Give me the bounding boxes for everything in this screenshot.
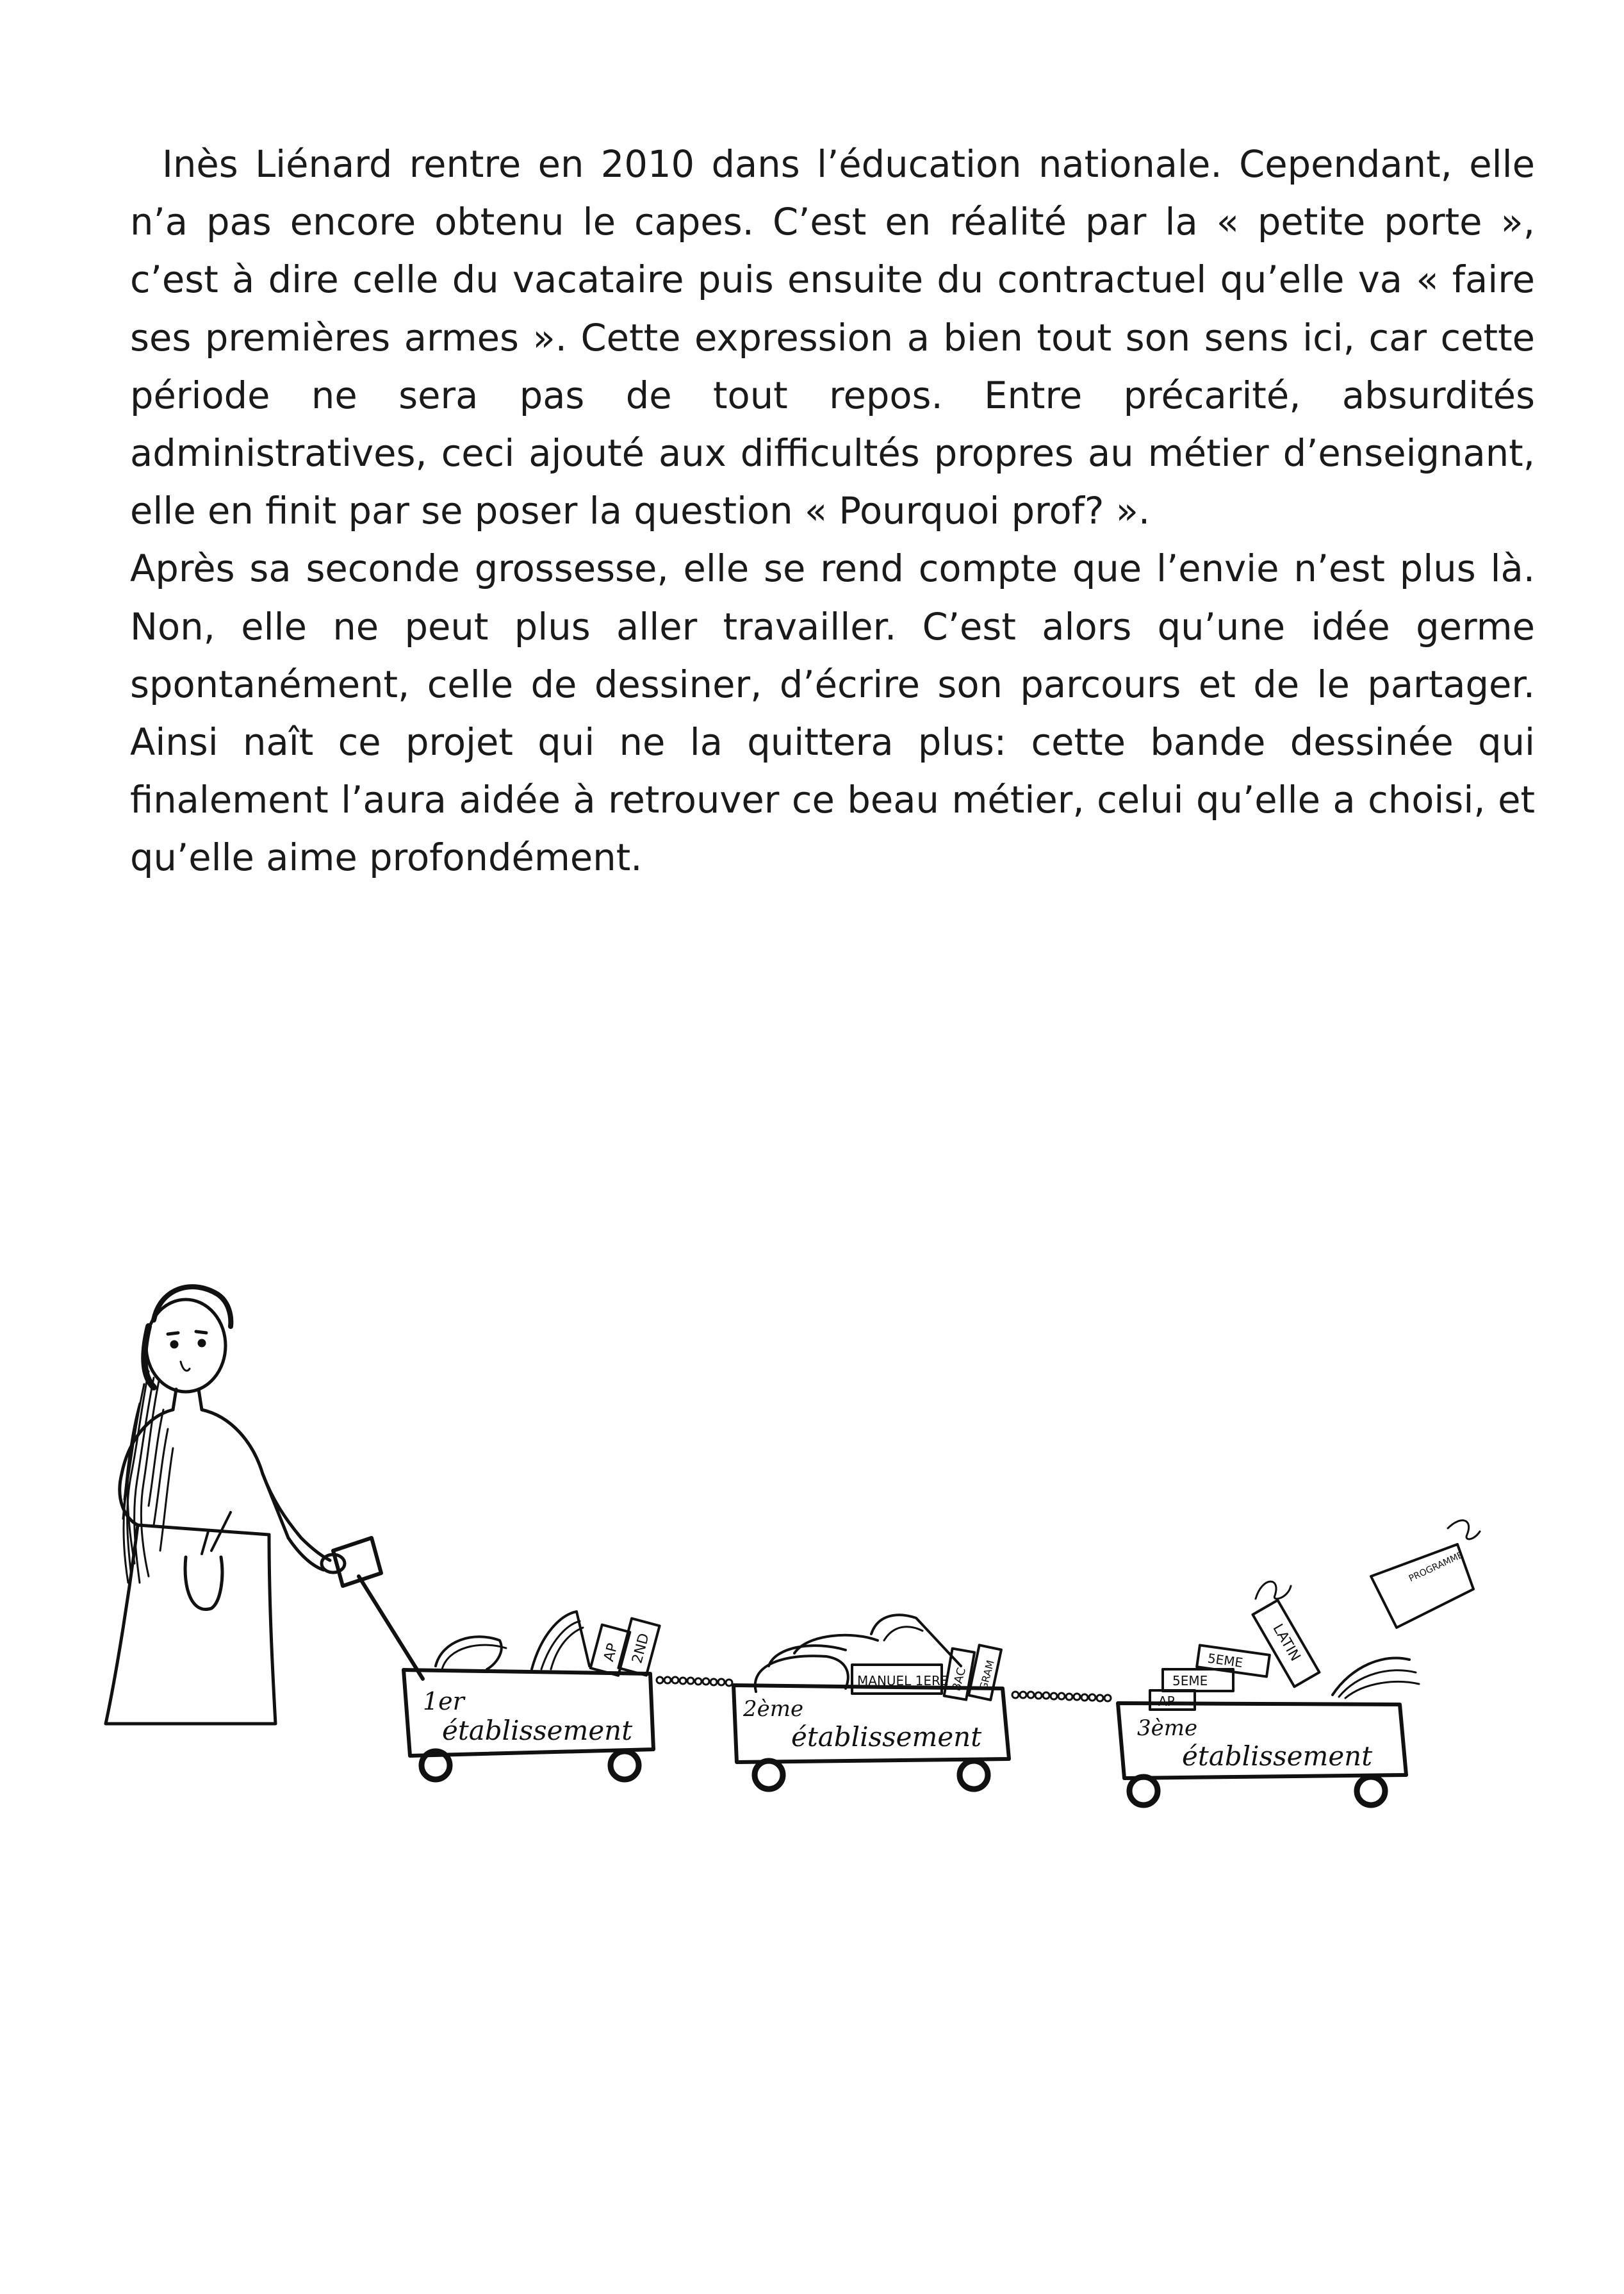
book-label-bac: BAC (949, 1666, 969, 1693)
cart-2 (734, 1615, 1009, 1789)
cart-1-label-line1: 1er (423, 1687, 464, 1715)
cart-3-label-line2: établissement (1182, 1740, 1373, 1772)
book-label-ap: AP (601, 1641, 621, 1663)
paragraph-1: Inès Liénard rentre en 2010 dans l’éducation nationale. Cependant, elle n’a pas encore obtenu le capes. C’est en réalité par la « petite porte », c’est à dire celle du vacataire puis ensuite du contractuel qu’elle va « faire ses premières armes ». Cette expression a bien tout son sens ici, car cette période ne sera pas de tout repos. Entre précarité, absurdités administratives, ceci ajouté aux difficultés propres au métier d’enseignant, elle en finit par se poser la question « Pourquoi prof? ». (130, 143, 1535, 533)
book-label-manuel: MANUEL 1ERE (857, 1673, 949, 1688)
chain-1 (657, 1677, 732, 1686)
cart-2-label-line1: 2ème (743, 1696, 804, 1722)
braid (123, 1371, 173, 1583)
book-label-gram: GRAM (977, 1658, 997, 1692)
cart-2-label-line2: établissement (791, 1721, 982, 1753)
book-label-5eme-b: 5EME (1172, 1673, 1208, 1688)
chain-2 (1012, 1692, 1111, 1701)
woman-figure (106, 1287, 345, 1724)
cart-handle (333, 1538, 423, 1679)
cart-3 (1118, 1521, 1480, 1805)
cart-3-label-line1: 3ème (1137, 1715, 1198, 1741)
illustration-teacher-pulling-carts (0, 1217, 1624, 1772)
intro-text (130, 136, 1535, 887)
book-label-2nd: 2ND (629, 1631, 653, 1665)
cart-1-label-line2: établissement (442, 1715, 633, 1746)
book-label-programme: PROGRAMME (1407, 1549, 1465, 1585)
book-label-latin: LATIN (1269, 1621, 1304, 1664)
paragraph-2: Après sa seconde grossesse, elle se rend compte que l’envie n’est plus là. Non, elle ne peut plus aller travailler. C’est alors qu’une idée germe spontanément, celle de dessiner, d’écrire son parcours et de le partager. Ainsi naît ce projet qui ne la quittera plus: cette bande dessinée qui finalement l’aura aidée à retrouver ce beau métier, celui qu’elle a choisi, et qu’elle aime profondément. (130, 547, 1535, 880)
book-label-ap-3: AP (1158, 1694, 1175, 1709)
cart-1 (404, 1612, 660, 1779)
book-label-5eme-a: 5EME (1206, 1650, 1244, 1671)
